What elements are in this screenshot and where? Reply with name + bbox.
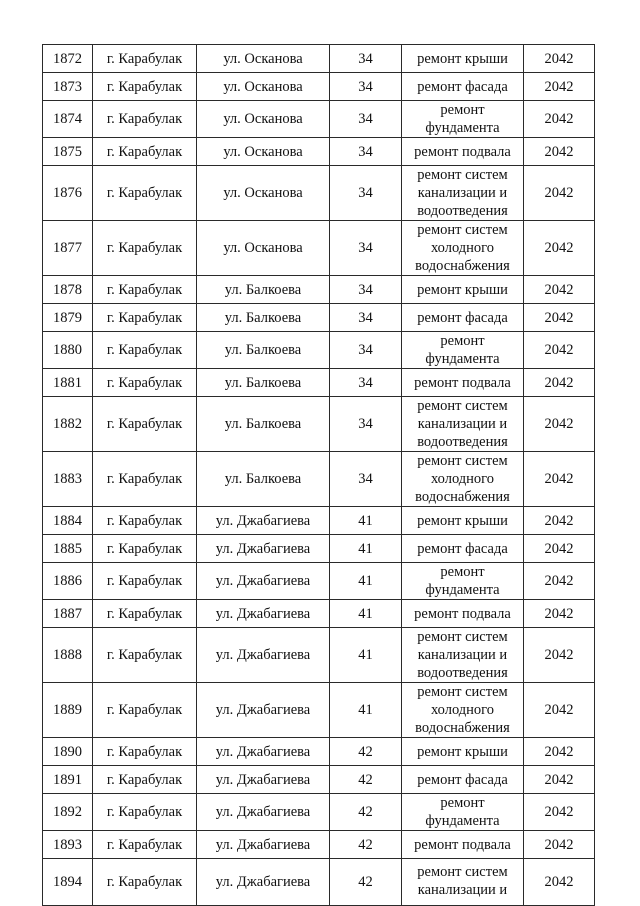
row-street: ул. Осканова — [197, 166, 330, 221]
row-year: 2042 — [524, 397, 595, 452]
row-number: 1885 — [43, 535, 93, 563]
row-work-type: ремонт систем канализации и водоотведения — [402, 166, 524, 221]
row-city: г. Карабулак — [93, 397, 197, 452]
row-house: 34 — [330, 276, 402, 304]
row-city: г. Карабулак — [93, 600, 197, 628]
row-street: ул. Джабагиева — [197, 794, 330, 831]
row-year: 2042 — [524, 859, 595, 906]
row-work-type: ремонт подвала — [402, 600, 524, 628]
table-row — [43, 507, 595, 535]
table-row — [43, 101, 595, 138]
row-street: ул. Балкоева — [197, 452, 330, 507]
row-city: г. Карабулак — [93, 369, 197, 397]
table-row — [43, 683, 595, 738]
row-street: ул. Джабагиева — [197, 831, 330, 859]
row-city: г. Карабулак — [93, 332, 197, 369]
row-street: ул. Осканова — [197, 221, 330, 276]
row-work-type: ремонт фундамента — [402, 563, 524, 600]
row-work-type: ремонт подвала — [402, 138, 524, 166]
table-row — [43, 45, 595, 73]
table-row — [43, 166, 595, 221]
row-house: 34 — [330, 73, 402, 101]
row-street: ул. Джабагиева — [197, 683, 330, 738]
table-row — [43, 738, 595, 766]
row-house: 34 — [330, 101, 402, 138]
row-year: 2042 — [524, 600, 595, 628]
row-year: 2042 — [524, 276, 595, 304]
row-work-type: ремонт систем канализации и водоотведения — [402, 628, 524, 683]
row-city: г. Карабулак — [93, 452, 197, 507]
row-year: 2042 — [524, 369, 595, 397]
row-house: 42 — [330, 738, 402, 766]
row-number: 1880 — [43, 332, 93, 369]
table-row — [43, 452, 595, 507]
row-city: г. Карабулак — [93, 45, 197, 73]
table-row — [43, 794, 595, 831]
row-number: 1877 — [43, 221, 93, 276]
row-street: ул. Балкоева — [197, 304, 330, 332]
row-street: ул. Балкоева — [197, 369, 330, 397]
registry-table — [42, 44, 595, 906]
table-row — [43, 831, 595, 859]
row-house: 41 — [330, 563, 402, 600]
table-row — [43, 332, 595, 369]
row-year: 2042 — [524, 221, 595, 276]
row-city: г. Карабулак — [93, 628, 197, 683]
row-house: 34 — [330, 166, 402, 221]
row-city: г. Карабулак — [93, 138, 197, 166]
row-house: 34 — [330, 369, 402, 397]
table-row — [43, 397, 595, 452]
table-row — [43, 535, 595, 563]
row-house: 34 — [330, 138, 402, 166]
row-city: г. Карабулак — [93, 73, 197, 101]
row-street: ул. Балкоева — [197, 276, 330, 304]
row-work-type: ремонт систем холодного водоснабжения — [402, 452, 524, 507]
row-street: ул. Джабагиева — [197, 600, 330, 628]
row-work-type: ремонт фасада — [402, 73, 524, 101]
row-city: г. Карабулак — [93, 166, 197, 221]
row-number: 1887 — [43, 600, 93, 628]
row-city: г. Карабулак — [93, 859, 197, 906]
row-year: 2042 — [524, 738, 595, 766]
row-number: 1881 — [43, 369, 93, 397]
table-row — [43, 73, 595, 101]
table-row — [43, 600, 595, 628]
row-number: 1875 — [43, 138, 93, 166]
row-street: ул. Осканова — [197, 138, 330, 166]
row-year: 2042 — [524, 628, 595, 683]
row-city: г. Карабулак — [93, 221, 197, 276]
row-year: 2042 — [524, 563, 595, 600]
row-year: 2042 — [524, 304, 595, 332]
row-work-type: ремонт фасада — [402, 535, 524, 563]
row-city: г. Карабулак — [93, 304, 197, 332]
row-year: 2042 — [524, 45, 595, 73]
row-city: г. Карабулак — [93, 276, 197, 304]
row-year: 2042 — [524, 452, 595, 507]
row-work-type: ремонт крыши — [402, 738, 524, 766]
row-city: г. Карабулак — [93, 535, 197, 563]
row-house: 34 — [330, 45, 402, 73]
row-work-type: ремонт фундамента — [402, 101, 524, 138]
row-year: 2042 — [524, 73, 595, 101]
row-number: 1884 — [43, 507, 93, 535]
table-row — [43, 138, 595, 166]
row-house: 42 — [330, 831, 402, 859]
row-house: 41 — [330, 535, 402, 563]
row-number: 1892 — [43, 794, 93, 831]
row-house: 41 — [330, 507, 402, 535]
row-house: 41 — [330, 628, 402, 683]
row-work-type: ремонт фундамента — [402, 332, 524, 369]
row-number: 1878 — [43, 276, 93, 304]
table-row — [43, 628, 595, 683]
row-work-type: ремонт фундамента — [402, 794, 524, 831]
row-work-type: ремонт фасада — [402, 766, 524, 794]
row-house: 34 — [330, 304, 402, 332]
table-row — [43, 304, 595, 332]
row-house: 42 — [330, 766, 402, 794]
row-street: ул. Джабагиева — [197, 628, 330, 683]
row-street: ул. Джабагиева — [197, 563, 330, 600]
row-number: 1872 — [43, 45, 93, 73]
table-row — [43, 369, 595, 397]
row-city: г. Карабулак — [93, 507, 197, 535]
row-street: ул. Осканова — [197, 45, 330, 73]
row-number: 1894 — [43, 859, 93, 906]
table-row — [43, 221, 595, 276]
row-street: ул. Джабагиева — [197, 859, 330, 906]
row-year: 2042 — [524, 683, 595, 738]
row-street: ул. Джабагиева — [197, 738, 330, 766]
registry-table-body — [43, 45, 595, 906]
table-row — [43, 766, 595, 794]
row-work-type: ремонт крыши — [402, 45, 524, 73]
row-work-type: ремонт систем холодного водоснабжения — [402, 221, 524, 276]
row-work-type: ремонт крыши — [402, 507, 524, 535]
row-work-type: ремонт систем холодного водоснабжения — [402, 683, 524, 738]
row-street: ул. Джабагиева — [197, 535, 330, 563]
row-work-type: ремонт фасада — [402, 304, 524, 332]
row-house: 41 — [330, 600, 402, 628]
table-row — [43, 563, 595, 600]
row-number: 1883 — [43, 452, 93, 507]
row-year: 2042 — [524, 166, 595, 221]
row-work-type: ремонт систем канализации и водоотведения — [402, 397, 524, 452]
row-number: 1879 — [43, 304, 93, 332]
row-house: 42 — [330, 859, 402, 906]
row-number: 1873 — [43, 73, 93, 101]
row-street: ул. Осканова — [197, 73, 330, 101]
row-city: г. Карабулак — [93, 683, 197, 738]
row-year: 2042 — [524, 794, 595, 831]
row-street: ул. Балкоева — [197, 332, 330, 369]
row-work-type: ремонт подвала — [402, 369, 524, 397]
row-year: 2042 — [524, 332, 595, 369]
row-house: 34 — [330, 332, 402, 369]
row-street: ул. Джабагиева — [197, 507, 330, 535]
row-number: 1891 — [43, 766, 93, 794]
row-city: г. Карабулак — [93, 738, 197, 766]
table-row — [43, 859, 595, 906]
row-work-type-text: ремонт систем канализации и — [417, 864, 508, 897]
row-number: 1890 — [43, 738, 93, 766]
row-house: 34 — [330, 452, 402, 507]
row-city: г. Карабулак — [93, 563, 197, 600]
row-house: 42 — [330, 794, 402, 831]
row-street: ул. Осканова — [197, 101, 330, 138]
row-number: 1882 — [43, 397, 93, 452]
row-city: г. Карабулак — [93, 831, 197, 859]
row-house: 34 — [330, 397, 402, 452]
document-page — [42, 44, 594, 906]
row-year: 2042 — [524, 138, 595, 166]
row-city: г. Карабулак — [93, 101, 197, 138]
row-house: 41 — [330, 683, 402, 738]
row-work-type: ремонт крыши — [402, 276, 524, 304]
row-street: ул. Балкоева — [197, 397, 330, 452]
row-city: г. Карабулак — [93, 766, 197, 794]
row-year: 2042 — [524, 831, 595, 859]
row-number: 1874 — [43, 101, 93, 138]
row-number: 1893 — [43, 831, 93, 859]
row-year: 2042 — [524, 101, 595, 138]
row-year: 2042 — [524, 766, 595, 794]
row-work-type: ремонт подвала — [402, 831, 524, 859]
row-city: г. Карабулак — [93, 794, 197, 831]
row-number: 1876 — [43, 166, 93, 221]
row-street: ул. Джабагиева — [197, 766, 330, 794]
row-work-type — [402, 859, 524, 906]
row-house: 34 — [330, 221, 402, 276]
row-year: 2042 — [524, 535, 595, 563]
table-row — [43, 276, 595, 304]
row-number: 1888 — [43, 628, 93, 683]
row-number: 1886 — [43, 563, 93, 600]
row-year: 2042 — [524, 507, 595, 535]
row-number: 1889 — [43, 683, 93, 738]
